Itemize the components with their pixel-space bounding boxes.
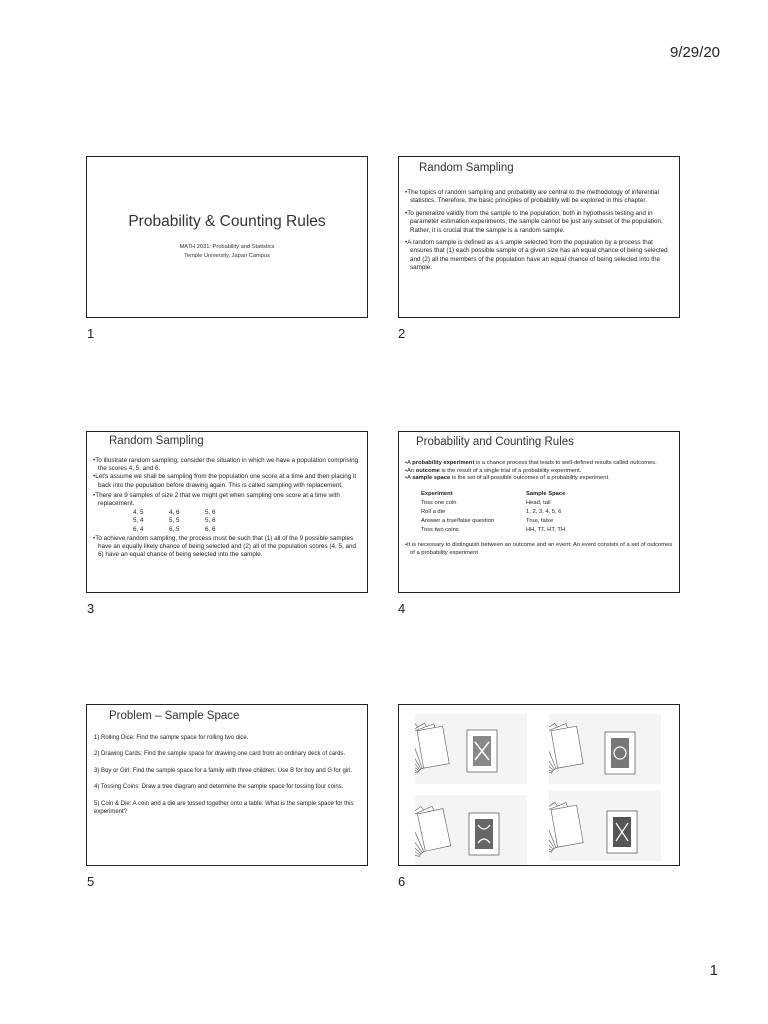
problem: 1) Rolling Dice: Find the sample space for rolling two dice.	[94, 735, 249, 741]
slide-title: Probability & Counting Rules	[128, 213, 326, 230]
cards-photo	[549, 791, 661, 861]
table-header: Sample Space	[526, 490, 566, 497]
table-cell: Toss two coins	[421, 527, 459, 534]
problem: 2) Drawing Cards: Find the sample space for drawing one card from an ordinary deck of cards.	[94, 751, 346, 758]
sample-pairs	[133, 509, 363, 534]
table-cell: Answer a true/false question	[421, 518, 495, 525]
table-row	[421, 500, 565, 509]
table-row	[421, 518, 565, 527]
slide-3	[86, 431, 368, 593]
slide-number: 6	[398, 874, 406, 889]
sample-pair: 6, 6	[205, 525, 216, 533]
slide-number: 2	[398, 326, 406, 341]
sample-pair: 5, 5	[169, 517, 180, 525]
definition-sample-space: • A sample space is the set of all possible outcomes of a probability experiment.	[403, 475, 675, 483]
slide-title: Problem – Sample Space	[109, 710, 240, 722]
sample-pair: 6, 4	[133, 525, 144, 533]
sample-pair: 5, 6	[205, 517, 216, 525]
slide-number: 4	[398, 601, 406, 616]
slide-body	[94, 734, 359, 824]
slide-number: 1	[87, 326, 95, 341]
slide-number: 5	[87, 874, 95, 889]
slide-title: Random Sampling	[109, 435, 204, 447]
date: 9/29/20	[669, 44, 720, 61]
slide-title: Probability and Counting Rules	[416, 436, 574, 448]
page-number: 1	[709, 962, 718, 979]
slide-subtitle-course: MATH 2031: Probability and Statistics	[179, 244, 275, 250]
fanned-cards-icon	[415, 795, 527, 865]
bullet: • The topics of random sampling and probability are central to the methodology of inferential statistics. Therefore, the basic principles of probability will be explored in this chapter.	[403, 189, 675, 206]
slide-4	[398, 431, 680, 593]
table-row	[421, 509, 565, 518]
definition-outcome: • An outcome is the result of a single trial of a probability experiment.	[403, 468, 675, 476]
fanned-cards-icon	[549, 791, 661, 861]
sample-pair: 6, 5	[169, 525, 180, 533]
sample-pair: 4, 5	[133, 509, 144, 517]
slide-title: Random Sampling	[419, 162, 514, 174]
sample-pair: 5, 6	[205, 509, 216, 517]
note: • It is necessary to distinguish between an outcome and an event: An event consists of a set of outcomes of a probability experiment	[403, 542, 675, 557]
problem: 5) Coin & Die: A coin and a die are tossed together onto a table. What is the sample space for this experiment?	[94, 800, 354, 816]
definition-experiment: • A probability experiment is a chance process that leads to well-defined results called outcomes.	[403, 460, 675, 468]
slide-number: 3	[87, 601, 95, 616]
table-cell: Toss one coin	[421, 499, 457, 506]
problem: 4) Tossing Coins: Draw a tree diagram and determine the sample space for tossing four coins.	[94, 784, 344, 791]
fanned-cards-icon	[549, 714, 661, 784]
bullet: • To illustrate random sampling, consider the situation in which we have a population comprising the scores 4, 5, and 6.	[91, 457, 363, 473]
bullet: • A random sample is defined as a s ample selected from the population by a process that ensures that (1) each possible sample of a given size has an equal chance of being selected and (2) all the members of the population have an equal chance of being selected into the sample.	[403, 239, 675, 273]
table-cell: True, false	[526, 518, 554, 525]
cards-photo	[549, 714, 661, 784]
slide-body	[403, 189, 675, 277]
slide-subtitle-school: Temple University, Japan Campus	[184, 253, 270, 259]
table-cell: 1, 2, 3, 4, 5, 6	[526, 508, 562, 515]
slide-1	[86, 156, 368, 318]
table-cell: HH, TT, HT, TH	[526, 527, 566, 534]
table-header-row	[421, 491, 565, 500]
problem: 3) Boy or Girl: Find the sample space for a family with three children. Use B for boy and G for girl.	[94, 767, 353, 774]
bullet: • Let's assume we shall be sampling from the population one score at a time and then placing it back into the population before drawing again. This is called sampling with replacement.	[91, 473, 363, 489]
table-cell: Roll a die	[421, 508, 446, 515]
experiment-table	[421, 491, 565, 536]
bullet: • To generalize validly from the sample to the population, both in hypothesis testing and in parameter estimation experiments, the sample cannot be just any subset of the population. Rather, it is crucial that the sample is a random sample.	[403, 210, 675, 235]
slide-body	[403, 460, 675, 557]
sample-pair: 4, 6	[169, 509, 180, 517]
slide-6	[398, 704, 680, 866]
slide-body	[91, 457, 363, 559]
table-header: Experiment	[421, 490, 453, 497]
cards-photo	[415, 795, 527, 865]
fanned-cards-icon	[415, 714, 527, 784]
slide-2	[398, 156, 680, 318]
table-cell: Head, tail	[526, 499, 551, 506]
table-row	[421, 527, 565, 536]
cards-photo	[415, 714, 527, 784]
bullet: • To achieve random sampling, the process must be such that (1) all of the 9 possible samples have an equally likely chance of being selected and (2) all of the population scores (4, 5, and 6) have an equal chance of being selected into the sample.	[91, 535, 363, 560]
bullet: • There are 9 samples of size 2 that we might get when sampling one score at a time with replacement.	[91, 492, 363, 508]
sample-pair: 5, 4	[133, 517, 144, 525]
slide-5	[86, 704, 368, 866]
